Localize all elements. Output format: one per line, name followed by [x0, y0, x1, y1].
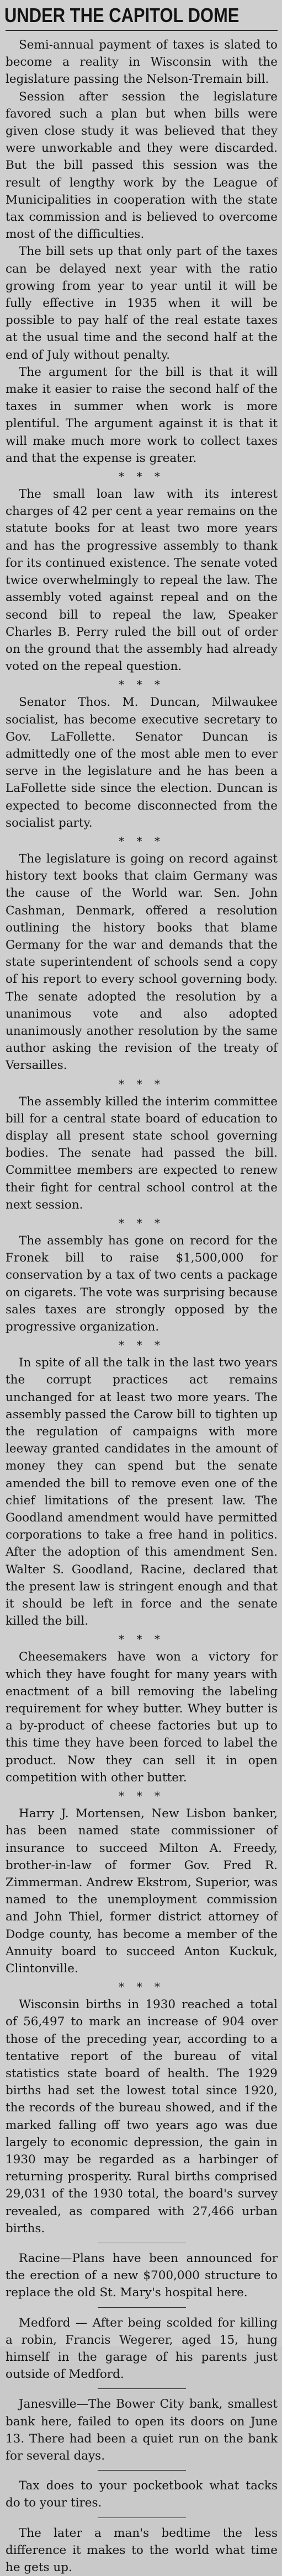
article-paragraph: Session after session the legislature favored such a plan but when bills were given close study it was believed that they were unworkable and they were discarded. But the bill passed this session was the result of lengthy work by the League of Municipalities in cooperation with the state tax commission and is believed to overcome most of the difficulties.: [6, 89, 278, 242]
article-paragraph: The assembly killed the interim committee bill for a central state board of education to display all present state school governing bodies. The senate had passed the bill. Committee members are expected to renew their fight for central school control at the next session.: [6, 1094, 278, 1212]
article-paragraph: Wisconsin births in 1930 reached a total of 56,497 to mark an increase of 904 over those of the preceding year, according to a tentative report of the bureau of vital statistics state board of health. The 1929 births had set the lowest total since 1920, the records of the bureau showed, and if the marked falling off two years ago was due largely to economic depression, the gain in 1930 may be regarded as a harbinger of returning prosperity. Rural births comprised 29,031 of the 1930 total, the board's survey revealed, as compared with 27,466 urban births.: [6, 1998, 278, 2236]
section-separator: * * *: [119, 1216, 164, 1230]
section-separator: * * *: [119, 678, 164, 691]
section-separator: * * *: [119, 470, 164, 483]
headline-rule: [6, 30, 278, 31]
section-separator: * * *: [119, 1980, 164, 1994]
article-paragraph: Senator Thos. M. Duncan, Milwaukee socialist, has become executive secretary to Gov. LaFollette. Senator Duncan is admittedly one of the most able men to ever serve in the legislature and he has been a LaFollette side since the election. Duncan is expected to become disconnected from the socialist party.: [6, 695, 278, 830]
divider: [98, 2470, 186, 2471]
section-separator: * * *: [119, 1338, 164, 1352]
article-paragraph: Semi-annual payment of taxes is slated to become a reality in Wisconsin with the legislature passing the Nelson-Tremain bill.: [6, 38, 278, 87]
article-paragraph: The legislature is going on record against history text books that claim Germany was the cause of the World war. Sen. John Cashman, Denmark, offered a resolution outlining the history books that blame Germany for the war and demands that the state superintendent of schools send a copy of his report to every school governing body. The senate adopted the resolution by a unanimous vote and also adopted unanimously another resolution by the same author asking the revision of the treaty of Versailles.: [6, 851, 278, 1073]
article-paragraph: Cheesemakers have won a victory for which they have fought for many years with enactment of a bill removing the labeling requirement for whey butter. Whey butter is a by-product of cheese factories but up to this time they have been forced to label the product. Now they can sell it in open competition with other butter.: [6, 1650, 278, 1785]
divider: [98, 2307, 186, 2308]
divider: [98, 2388, 186, 2389]
article-paragraph: The argument for the bill is that it will make it easier to raise the second half of the taxes in summer when work is more plentiful. The argument against it is that it will make much more work to collect taxes and that the expense is greater.: [6, 365, 278, 465]
article-paragraph: The bill sets up that only part of the taxes can be delayed next year with the ratio growing from year to year until it will be fully effective in 1935 when it will be possible to pay half of the real estate taxes at the usual time and the second half at the end of July without penalty.: [6, 244, 278, 362]
section-separator: * * *: [119, 1632, 164, 1646]
news-brief: Racine—Plans have been announced for the erection of a new $700,000 structure to replace the old St. Mary's hospital here.: [6, 2251, 278, 2300]
news-brief: Medford — After being scolded for killing a robin, Francis Wegerer, aged 15, hung himself in the garage of his parents just outside of Medford.: [6, 2316, 278, 2382]
filler-quip: Tax does to your pocketbook what tacks do to your tires.: [6, 2479, 278, 2510]
article-paragraph: In spite of all the talk in the last two years the corrupt practices act remains unchanged for at least two more years. The assembly passed the Carow bill to tighten up the regulation of campaigns with more leeway granted candidates in the amount of money they can spend but the senate amended the bill to remove even one of the chief limitations of the present law. The Goodland amendment would have permitted corporations to take a free hand in politics. After the adoption of this amendment Sen. Walter S. Goodland, Racine, declared that the present law is stringent enough and that it should be left in force and the senate killed the bill.: [6, 1356, 278, 1628]
article-paragraph: The assembly has gone on record for the Fronek bill to raise $1,500,000 for conservation by a tax of two cents a package on cigarets. The vote was surprising because sales taxes are strongly opposed by the progressive organization.: [6, 1234, 278, 1334]
article-paragraph: Harry J. Mortensen, New Lisbon banker, has been named state commissioner of insurance to succeed Milton A. Freedy, brother-in-law of former Gov. Fred R. Zimmerman. Andrew Ekstrom, Superior, was named to the unemployment commission and John Thiel, former district attorney of Dodge county, has become a member of the Annuity board to succeed Anton Kuckuk, Clintonville.: [6, 1807, 278, 1976]
filler-quip: The later a man's bedtime the less difference it makes to the world what time he gets up.: [6, 2526, 278, 2575]
section-separator: * * *: [119, 1077, 164, 1090]
headline: UNDER THE CAPITOL DOME: [4, 4, 240, 26]
section-separator: * * *: [119, 834, 164, 848]
news-brief: Janesville—The Bower City bank, smallest bank here, failed to open its doors on June 13. There had been a quiet run on the bank for several days.: [6, 2397, 278, 2463]
article-paragraph: The small loan law with its interest charges of 42 per cent a year remains on the statute books for at least two more years and has the progressive assembly to thank for its continued existence. The senate voted twice overwhelmingly to repeal the law. The assembly voted against repeal and on the second bill to repeal the law, Speaker Charles B. Perry ruled the bill out of order on the ground that the assembly had already voted on the repeal question.: [6, 487, 278, 674]
section-separator: * * *: [119, 1789, 164, 1803]
